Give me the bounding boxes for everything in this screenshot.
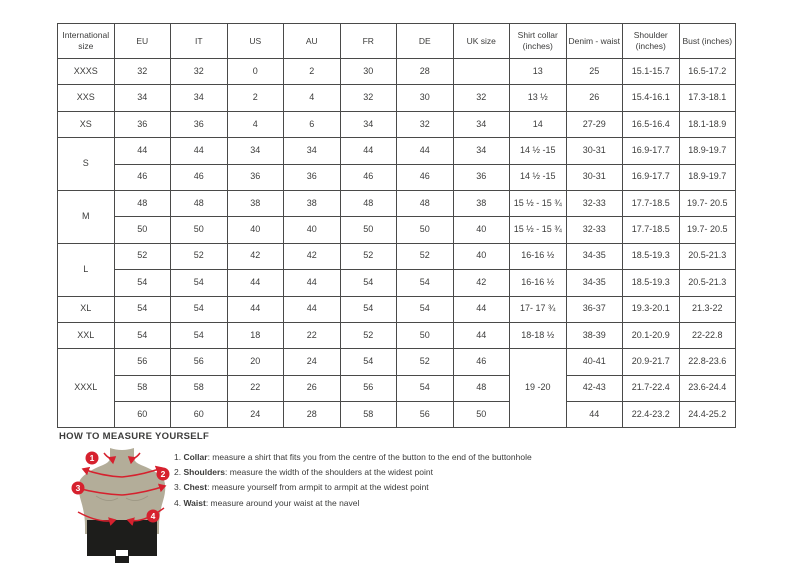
- cell-bust: 18.9-19.7: [679, 138, 736, 164]
- cell-uk: 40: [453, 217, 510, 243]
- cell-us: 4: [227, 111, 284, 137]
- cell-it: 54: [171, 322, 228, 348]
- cell-eu: 32: [114, 59, 171, 85]
- cell-denim: 32-33: [566, 217, 623, 243]
- measure-diagram: [60, 446, 176, 566]
- cell-international-size: XL: [58, 296, 115, 322]
- cell-eu: 54: [114, 322, 171, 348]
- cell-international-size: L: [58, 243, 115, 296]
- cell-uk: [453, 59, 510, 85]
- table-row: [58, 349, 736, 375]
- cell-it: 58: [171, 375, 228, 401]
- cell-shoulder: 19.3-20.1: [623, 296, 680, 322]
- cell-international-size: XXL: [58, 322, 115, 348]
- cell-au: 22: [284, 322, 341, 348]
- cell-bust: 21.3-22: [679, 296, 736, 322]
- cell-shirt-collar: 16-16 ½: [510, 243, 567, 269]
- cell-fr: 30: [340, 59, 397, 85]
- table-row: [58, 243, 736, 269]
- cell-bust: 22-22.8: [679, 322, 736, 348]
- cell-de: 52: [397, 349, 454, 375]
- cell-shoulder: 15.1-15.7: [623, 59, 680, 85]
- cell-eu: 36: [114, 111, 171, 137]
- cell-au: 26: [284, 375, 341, 401]
- cell-us: 34: [227, 138, 284, 164]
- cell-uk: 44: [453, 296, 510, 322]
- cell-denim: 38-39: [566, 322, 623, 348]
- cell-au: 34: [284, 138, 341, 164]
- cell-bust: 19.7- 20.5: [679, 190, 736, 216]
- cell-us: 22: [227, 375, 284, 401]
- cell-uk: 32: [453, 85, 510, 111]
- cell-eu: 50: [114, 217, 171, 243]
- cell-international-size: M: [58, 190, 115, 243]
- cell-au: 40: [284, 217, 341, 243]
- cell-denim: 30-31: [566, 164, 623, 190]
- table-row: [58, 111, 736, 137]
- instruction-term: Collar: [183, 452, 208, 462]
- cell-fr: 50: [340, 217, 397, 243]
- cell-shoulder: 21.7-22.4: [623, 375, 680, 401]
- cell-shoulder: 18.5-19.3: [623, 243, 680, 269]
- instruction-text: : measure yourself from armpit to armpit at the widest point: [207, 482, 429, 493]
- cell-bust: 16.5-17.2: [679, 59, 736, 85]
- instruction-number: 3.: [174, 482, 182, 493]
- column-header: UK size: [453, 24, 510, 59]
- column-header: AU: [284, 24, 341, 59]
- table-row: [58, 217, 736, 243]
- cell-denim: 30-31: [566, 138, 623, 164]
- cell-us: 36: [227, 164, 284, 190]
- table-row: [58, 270, 736, 296]
- column-header: Denim - waist: [566, 24, 623, 59]
- measure-instruction-collar: [174, 450, 532, 465]
- cell-bust: 22.8-23.6: [679, 349, 736, 375]
- cell-denim: 32-33: [566, 190, 623, 216]
- cell-de: 28: [397, 59, 454, 85]
- cell-us: 42: [227, 243, 284, 269]
- cell-shoulder: 15.4-16.1: [623, 85, 680, 111]
- table-row: [58, 190, 736, 216]
- cell-fr: 46: [340, 164, 397, 190]
- badge-number-2: 2: [160, 469, 166, 479]
- cell-uk: 38: [453, 190, 510, 216]
- cell-shirt-collar: 15 ½ - 15 ¾: [510, 217, 567, 243]
- cell-de: 48: [397, 190, 454, 216]
- cell-international-size: XXS: [58, 85, 115, 111]
- table-row: [58, 59, 736, 85]
- cell-uk: 44: [453, 322, 510, 348]
- cell-us: 40: [227, 217, 284, 243]
- column-header: Shirt collar (inches): [510, 24, 567, 59]
- cell-eu: 46: [114, 164, 171, 190]
- cell-shirt-collar: 17- 17 ¾: [510, 296, 567, 322]
- cell-fr: 54: [340, 270, 397, 296]
- cell-eu: 54: [114, 296, 171, 322]
- cell-eu: 34: [114, 85, 171, 111]
- cell-denim: 25: [566, 59, 623, 85]
- instruction-number: 2.: [174, 467, 182, 478]
- column-header: US: [227, 24, 284, 59]
- cell-eu: 52: [114, 243, 171, 269]
- cell-fr: 54: [340, 349, 397, 375]
- cell-shoulder: 18.5-19.3: [623, 270, 680, 296]
- cell-bust: 20.5-21.3: [679, 243, 736, 269]
- cell-uk: 40: [453, 243, 510, 269]
- cell-uk: 46: [453, 349, 510, 375]
- instruction-number: 4.: [174, 497, 182, 508]
- cell-de: 56: [397, 402, 454, 428]
- cell-de: 46: [397, 164, 454, 190]
- table-row: [58, 138, 736, 164]
- cell-shoulder: 16.9-17.7: [623, 164, 680, 190]
- cell-uk: 36: [453, 164, 510, 190]
- cell-shirt-collar: 14: [510, 111, 567, 137]
- table-row: [58, 375, 736, 401]
- cell-au: 44: [284, 296, 341, 322]
- cell-denim: 42-43: [566, 375, 623, 401]
- measure-instruction-chest: [174, 480, 532, 495]
- cell-au: 38: [284, 190, 341, 216]
- cell-denim: 26: [566, 85, 623, 111]
- cell-us: 44: [227, 270, 284, 296]
- cell-us: 24: [227, 402, 284, 428]
- instruction-text: : measure the width of the shoulders at the widest point: [225, 467, 433, 478]
- cell-de: 54: [397, 375, 454, 401]
- cell-it: 32: [171, 59, 228, 85]
- column-header: International size: [58, 24, 115, 59]
- cell-shoulder: 20.1-20.9: [623, 322, 680, 348]
- cell-fr: 58: [340, 402, 397, 428]
- instruction-number: 1.: [174, 452, 182, 462]
- shorts-shape: [87, 520, 157, 556]
- cell-eu: 44: [114, 138, 171, 164]
- instruction-term: Shoulders: [183, 467, 226, 478]
- badge-number-3: 3: [75, 483, 81, 493]
- cell-eu: 54: [114, 270, 171, 296]
- cell-au: 2: [284, 59, 341, 85]
- cell-it: 46: [171, 164, 228, 190]
- column-header: FR: [340, 24, 397, 59]
- cell-de: 50: [397, 322, 454, 348]
- instruction-text: : measure a shirt that fits you from the centre of the button to the end of the buttonhole: [207, 452, 532, 462]
- cell-bust: 17.3-18.1: [679, 85, 736, 111]
- size-chart-table: [57, 23, 736, 428]
- instruction-term: Chest: [183, 482, 208, 493]
- cell-bust: 23.6-24.4: [679, 375, 736, 401]
- cell-it: 54: [171, 270, 228, 296]
- cell-eu: 60: [114, 402, 171, 428]
- cell-shirt-collar: 13: [510, 59, 567, 85]
- cell-us: 38: [227, 190, 284, 216]
- cell-de: 52: [397, 243, 454, 269]
- cell-fr: 52: [340, 322, 397, 348]
- cell-denim: 27-29: [566, 111, 623, 137]
- cell-shoulder: 20.9-21.7: [623, 349, 680, 375]
- cell-uk: 34: [453, 138, 510, 164]
- cell-fr: 48: [340, 190, 397, 216]
- cell-fr: 44: [340, 138, 397, 164]
- cell-denim: 36-37: [566, 296, 623, 322]
- size-chart-body: [58, 59, 736, 428]
- cell-fr: 56: [340, 375, 397, 401]
- cell-denim: 34-35: [566, 270, 623, 296]
- cell-uk: 42: [453, 270, 510, 296]
- cell-au: 4: [284, 85, 341, 111]
- cell-de: 44: [397, 138, 454, 164]
- column-header: Bust (inches): [679, 24, 736, 59]
- instruction-text: : measure around your waist at the navel: [205, 497, 360, 508]
- cell-fr: 34: [340, 111, 397, 137]
- table-row: [58, 85, 736, 111]
- cell-it: 44: [171, 138, 228, 164]
- cell-de: 30: [397, 85, 454, 111]
- cell-shirt-collar: 18-18 ½: [510, 322, 567, 348]
- cell-bust: 24.4-25.2: [679, 402, 736, 428]
- cell-eu: 56: [114, 349, 171, 375]
- cell-international-size: XXXL: [58, 349, 115, 428]
- measure-instruction-waist: [174, 496, 532, 511]
- cell-us: 0: [227, 59, 284, 85]
- cell-shoulder: 17.7-18.5: [623, 190, 680, 216]
- size-chart-head: [58, 24, 736, 59]
- cell-shirt-collar: 16-16 ½: [510, 270, 567, 296]
- cell-bust: 18.9-19.7: [679, 164, 736, 190]
- cell-international-size: S: [58, 138, 115, 191]
- measure-section-heading: HOW TO MEASURE YOURSELF: [59, 431, 210, 442]
- badge-number-1: 1: [89, 453, 95, 463]
- table-row: [58, 164, 736, 190]
- cell-bust: 19.7- 20.5: [679, 217, 736, 243]
- cell-it: 56: [171, 349, 228, 375]
- cell-denim: 44: [566, 402, 623, 428]
- cell-shirt-collar: 14 ½ -15: [510, 138, 567, 164]
- cell-it: 50: [171, 217, 228, 243]
- cell-it: 54: [171, 296, 228, 322]
- cell-de: 54: [397, 270, 454, 296]
- cell-au: 28: [284, 402, 341, 428]
- cell-shoulder: 16.5-16.4: [623, 111, 680, 137]
- cell-au: 36: [284, 164, 341, 190]
- cell-us: 44: [227, 296, 284, 322]
- shorts-stub: [115, 556, 129, 563]
- column-header: DE: [397, 24, 454, 59]
- cell-it: 52: [171, 243, 228, 269]
- cell-international-size: XS: [58, 111, 115, 137]
- cell-eu: 58: [114, 375, 171, 401]
- cell-shirt-collar: 14 ½ -15: [510, 164, 567, 190]
- cell-fr: 54: [340, 296, 397, 322]
- size-chart-head-row: [58, 24, 736, 59]
- cell-au: 6: [284, 111, 341, 137]
- column-header: EU: [114, 24, 171, 59]
- measure-instructions: [174, 450, 532, 511]
- cell-de: 32: [397, 111, 454, 137]
- cell-au: 42: [284, 243, 341, 269]
- cell-de: 54: [397, 296, 454, 322]
- cell-bust: 20.5-21.3: [679, 270, 736, 296]
- table-row: [58, 322, 736, 348]
- instruction-term: Waist: [183, 497, 206, 508]
- column-header: Shoulder (inches): [623, 24, 680, 59]
- cell-uk: 48: [453, 375, 510, 401]
- table-row: [58, 402, 736, 428]
- cell-us: 18: [227, 322, 284, 348]
- cell-de: 50: [397, 217, 454, 243]
- cell-us: 2: [227, 85, 284, 111]
- cell-shirt-collar: 19 -20: [510, 349, 567, 428]
- cell-us: 20: [227, 349, 284, 375]
- cell-au: 24: [284, 349, 341, 375]
- cell-shirt-collar: 15 ½ - 15 ¾: [510, 190, 567, 216]
- cell-uk: 50: [453, 402, 510, 428]
- cell-denim: 34-35: [566, 243, 623, 269]
- cell-shoulder: 22.4-23.2: [623, 402, 680, 428]
- cell-eu: 48: [114, 190, 171, 216]
- cell-shoulder: 17.7-18.5: [623, 217, 680, 243]
- cell-it: 48: [171, 190, 228, 216]
- cell-bust: 18.1-18.9: [679, 111, 736, 137]
- column-header: IT: [171, 24, 228, 59]
- cell-denim: 40-41: [566, 349, 623, 375]
- mannequin-figure: [60, 446, 176, 566]
- cell-it: 36: [171, 111, 228, 137]
- cell-uk: 34: [453, 111, 510, 137]
- cell-fr: 52: [340, 243, 397, 269]
- cell-it: 60: [171, 402, 228, 428]
- table-row: [58, 296, 736, 322]
- cell-shirt-collar: 13 ½: [510, 85, 567, 111]
- badge-number-4: 4: [150, 511, 156, 521]
- cell-au: 44: [284, 270, 341, 296]
- cell-it: 34: [171, 85, 228, 111]
- cell-fr: 32: [340, 85, 397, 111]
- measure-instruction-shoulders: [174, 465, 532, 480]
- cell-international-size: XXXS: [58, 59, 115, 85]
- cell-shoulder: 16.9-17.7: [623, 138, 680, 164]
